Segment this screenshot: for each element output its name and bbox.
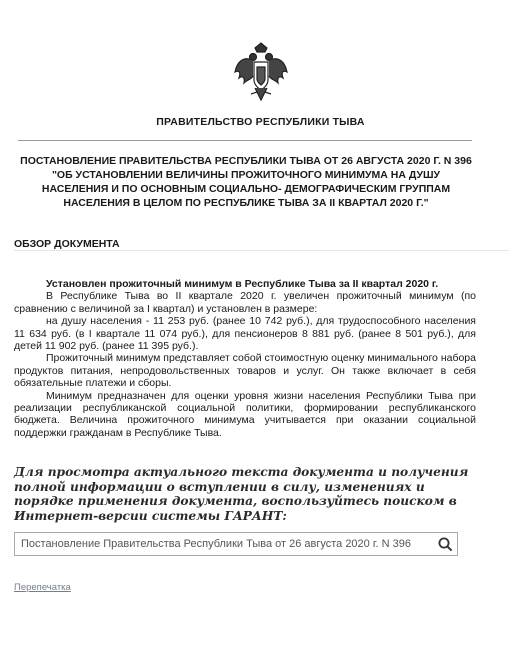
search-box xyxy=(14,532,458,556)
review-paragraph: на душу населения - 11 253 руб. (ранее 10 742 руб.), для трудоспособного населения 11 634 руб. (в I квартале 11 074 руб.), для пенсионеров 8 881 руб. (ранее 8 501 руб.), для детей 11 902 руб. (ранее 11 395 руб.). xyxy=(14,315,476,353)
search-input[interactable] xyxy=(15,533,433,555)
document-title: ПОСТАНОВЛЕНИЕ ПРАВИТЕЛЬСТВА РЕСПУБЛИКИ ТЫВА ОТ 26 АВГУСТА 2020 Г. N 396 "ОБ УСТАНОВЛЕНИИ ВЕЛИЧИНЫ ПРОЖИТОЧНОГО МИНИМУМА НА ДУШУ НАСЕЛЕНИЯ И ПО ОСНОВНЫМ СОЦИАЛЬНО- ДЕМОГРАФИЧЕСКИМ ГРУППАМ НАСЕЛЕНИЯ В ЦЕЛОМ ПО РЕСПУБЛИКЕ ТЫВА ЗА II КВАРТАЛ 2020 Г." xyxy=(20,155,472,209)
coat-of-arms-icon xyxy=(233,42,289,104)
review-paragraph: В Республике Тыва во II квартале 2020 г. увеличен прожиточный минимум (по сравнению с величиной за I квартал) и установлен в размере: xyxy=(14,290,476,315)
reprint-link[interactable]: Перепечатка xyxy=(14,582,71,593)
review-paragraph: Минимум предназначен для оценки уровня жизни населения Республики Тыва при реализации республиканской социальной политики, формировании республиканского бюджета. Величина прожиточного минимума учитывается при оказании социальной поддержки гражданам в Республике Тыва. xyxy=(14,389,476,439)
government-title: ПРАВИТЕЛЬСТВО РЕСПУБЛИКИ ТЫВА xyxy=(156,116,365,128)
section-divider xyxy=(14,250,509,251)
review-paragraph: Прожиточный минимум представляет собой стоимостную оценку минимального набора продуктов питания, непродовольственных товаров и услуг. Он также включает в себя обязательные платежи и сборы. xyxy=(14,352,476,390)
garant-cta: Для просмотра актуального текста документа и получения полной информации о вступлении в силу, изменениях и порядке применения документа, воспользуйтесь поиском в Интернет-версии системы ГАРАНТ: xyxy=(14,465,469,523)
emblem-container xyxy=(0,42,521,104)
document-review xyxy=(14,278,476,439)
header-divider xyxy=(18,140,472,141)
search-button[interactable] xyxy=(433,533,457,555)
section-title: ОБЗОР ДОКУМЕНТА xyxy=(14,238,120,250)
search-icon xyxy=(438,537,453,552)
review-lead: Установлен прожиточный минимум в Республике Тыва за II квартал 2020 г. xyxy=(46,278,439,290)
